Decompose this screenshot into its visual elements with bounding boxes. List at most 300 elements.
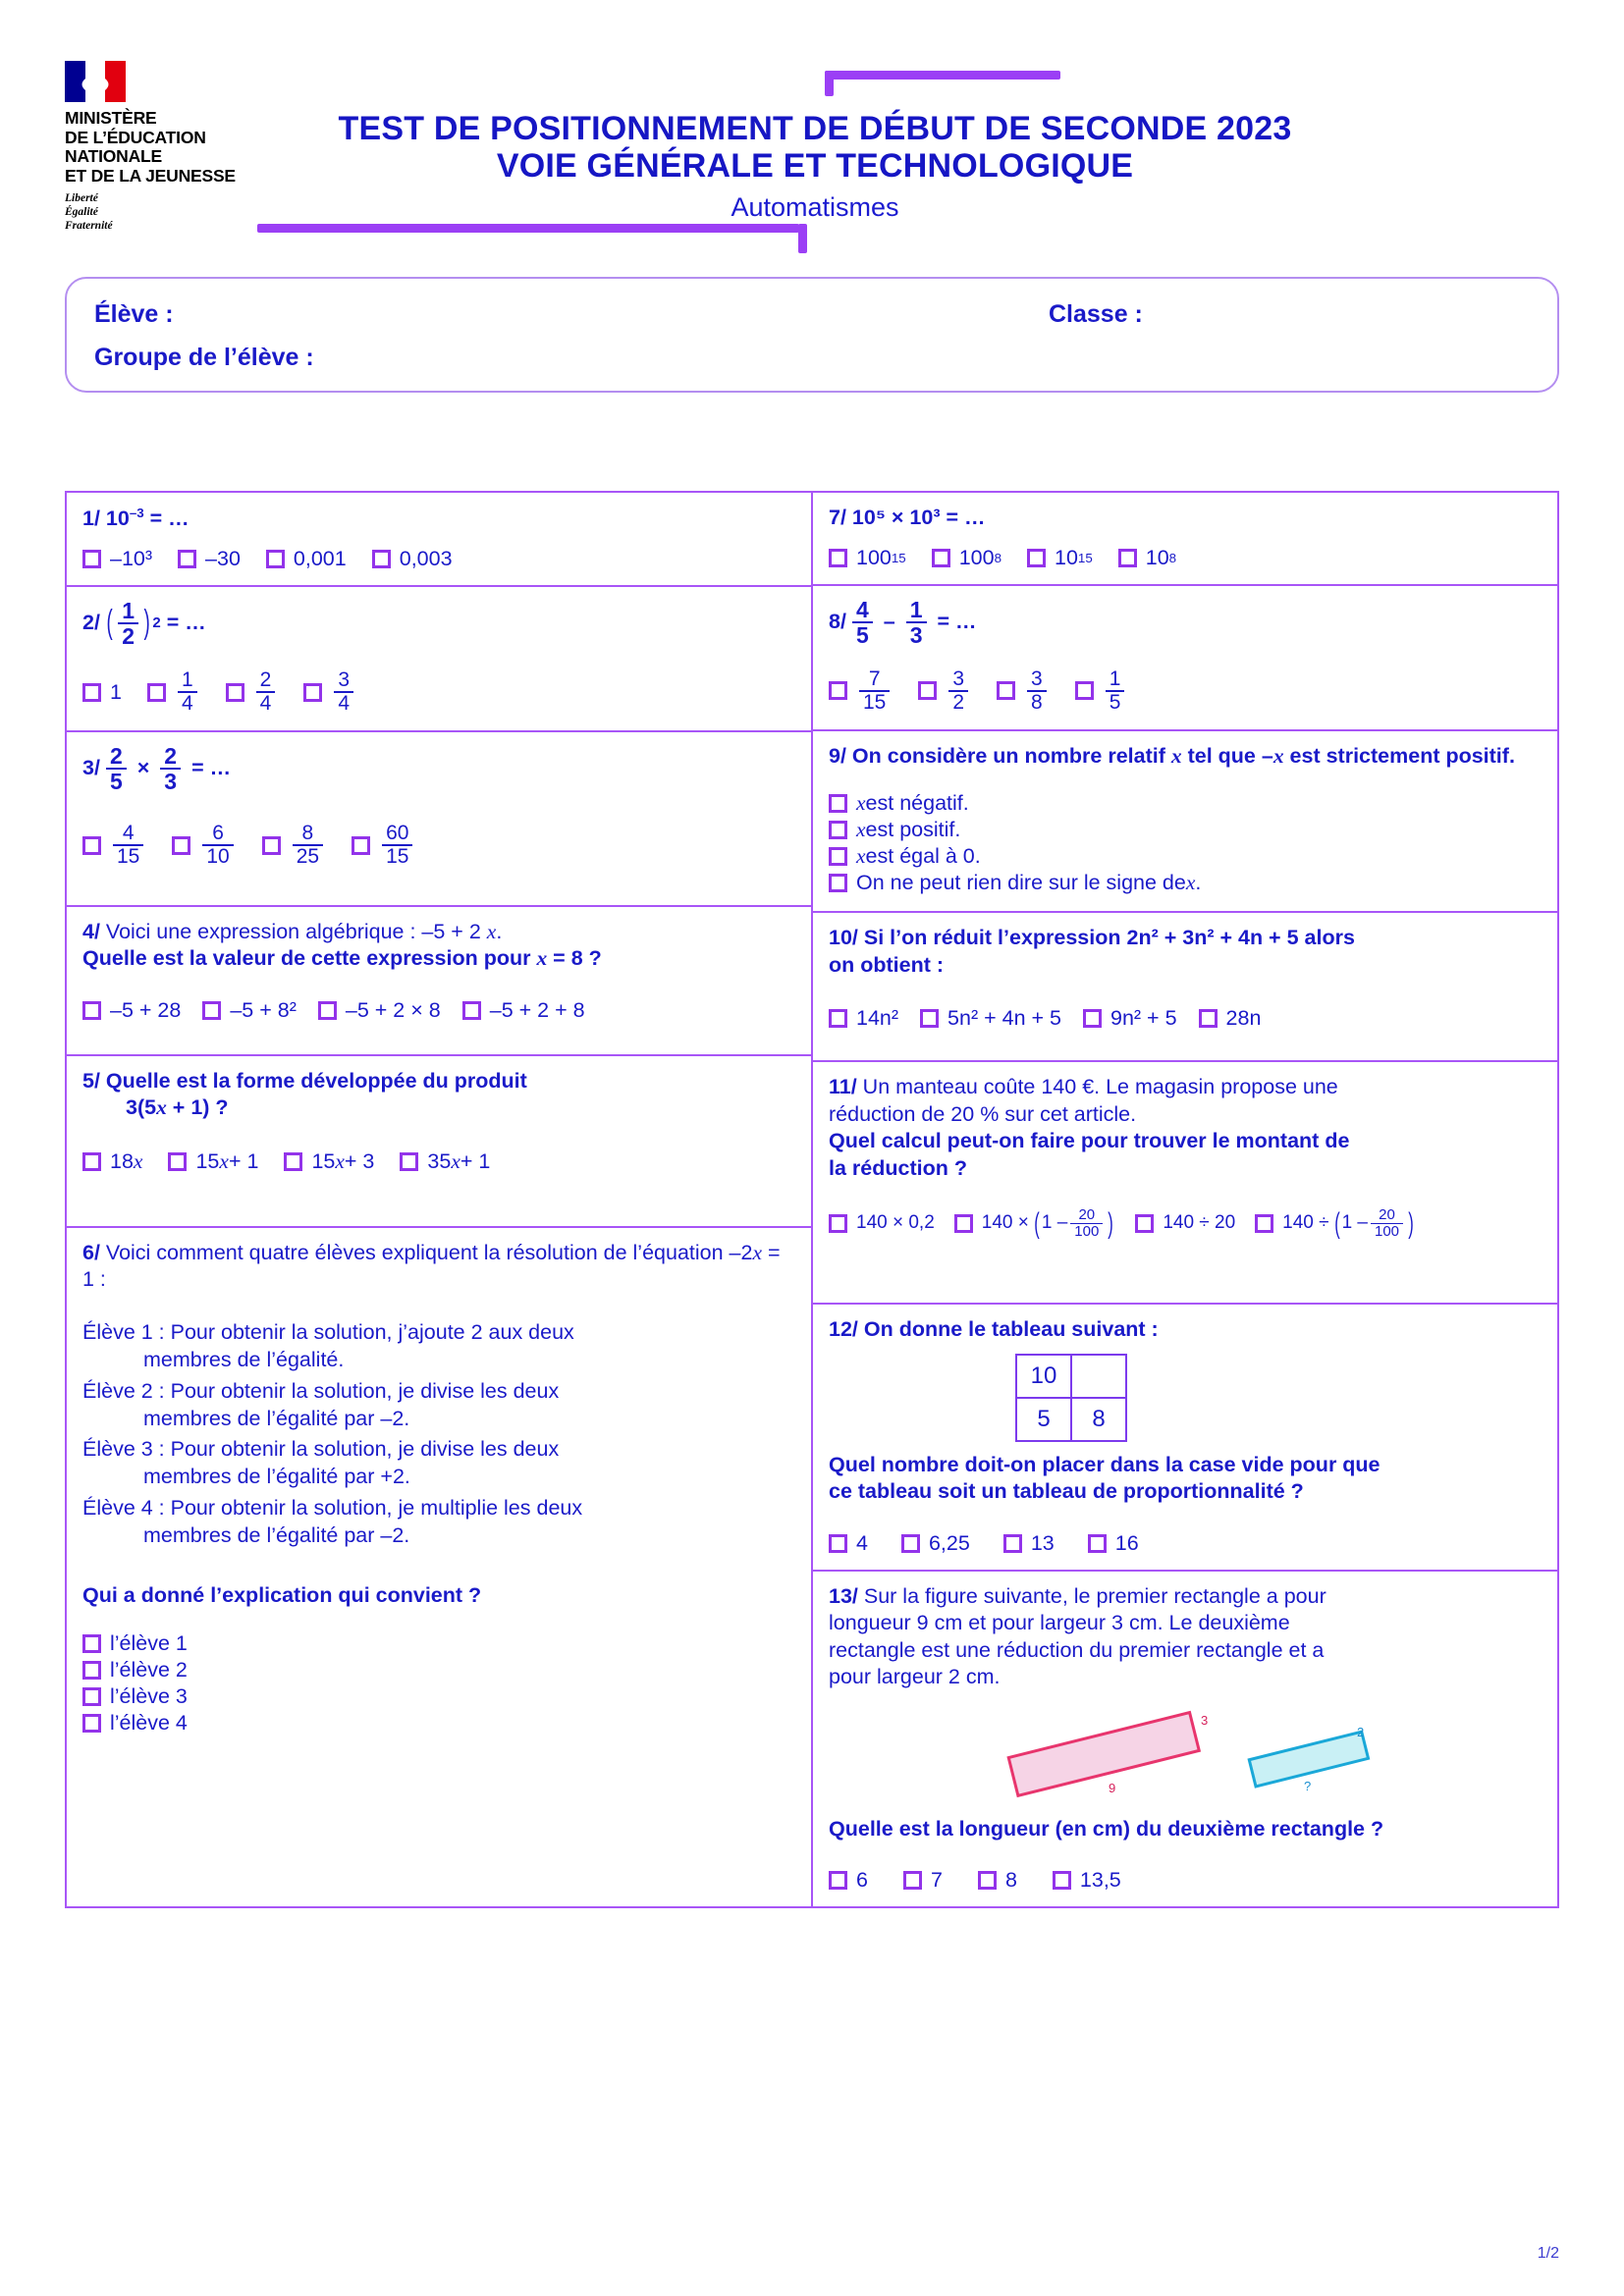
- checkbox-icon[interactable]: [829, 1009, 847, 1028]
- fraction: [948, 668, 968, 714]
- fraction-denominator: 2: [948, 690, 968, 714]
- option[interactable]: [1053, 1868, 1121, 1893]
- fraction: [1371, 1207, 1403, 1240]
- option[interactable]: [1027, 546, 1093, 570]
- page-subtitle: Automatismes: [731, 191, 899, 222]
- option[interactable]: [829, 1531, 868, 1556]
- option[interactable]: [829, 871, 1542, 895]
- checkbox-icon[interactable]: [266, 550, 285, 568]
- question-3-stem: [82, 744, 795, 793]
- option-label-tail: .: [1195, 871, 1202, 895]
- student-identity-box: [65, 277, 1559, 393]
- fraction: [1070, 1207, 1103, 1240]
- fraction-denominator: 15: [113, 844, 143, 868]
- question-4-text-b: .: [496, 919, 503, 943]
- option[interactable]: [82, 680, 122, 705]
- option-label-tail: + 1: [460, 1148, 491, 1173]
- checkbox-icon[interactable]: [262, 836, 281, 855]
- question-9-text-b: tel que –: [1181, 743, 1273, 768]
- fraction: [1106, 668, 1125, 714]
- checkbox-icon[interactable]: [168, 1152, 187, 1171]
- question-1-tail: = …: [143, 507, 189, 531]
- checkbox-icon[interactable]: [829, 874, 847, 892]
- question-13-text1: Sur la figure suivante, le premier rectangle a pour: [857, 1583, 1326, 1608]
- option[interactable]: [901, 1531, 970, 1556]
- option-label: 140 ÷ 20: [1163, 1212, 1236, 1234]
- fraction-numerator: 8: [301, 821, 314, 844]
- fraction-numerator: 1: [909, 596, 923, 622]
- checkbox-icon[interactable]: [1075, 681, 1094, 700]
- inner-prefix: 1 –: [1041, 1212, 1068, 1234]
- question-11-options: [829, 1207, 1542, 1240]
- variable-x: x: [1185, 871, 1196, 895]
- question-1-options: [82, 547, 795, 571]
- option[interactable]: [1255, 1207, 1416, 1240]
- question-7-options: [829, 546, 1542, 570]
- checkbox-icon[interactable]: [82, 1001, 101, 1020]
- option-label: l’élève 2: [110, 1658, 188, 1682]
- question-4-line1: [82, 919, 795, 946]
- question-4: [67, 907, 811, 1056]
- option-label: est égal à 0.: [865, 844, 981, 869]
- option[interactable]: [82, 547, 152, 571]
- option[interactable]: [829, 818, 1542, 842]
- option-label: 13: [1030, 1530, 1055, 1555]
- checkbox-icon[interactable]: [1135, 1214, 1154, 1233]
- question-13-options: [829, 1868, 1542, 1893]
- fraction: [178, 669, 197, 715]
- checkbox-icon[interactable]: [829, 1214, 847, 1233]
- option-label: 140 ÷: [1282, 1212, 1329, 1234]
- question-column-left: [67, 493, 813, 1906]
- checkbox-icon[interactable]: [82, 1634, 101, 1653]
- question-5-expr-b: + 1) ?: [166, 1095, 229, 1120]
- option-label: 35: [427, 1148, 452, 1173]
- question-13: [813, 1572, 1557, 1907]
- checkbox-icon[interactable]: [202, 1001, 221, 1020]
- question-6-prompt: Qui a donné l’explication qui convient ?: [82, 1583, 482, 1608]
- question-13-prompt: Quelle est la longueur (en cm) du deuxième rectangle ?: [829, 1816, 1384, 1841]
- question-13-number: 13/: [829, 1583, 858, 1608]
- option[interactable]: [1118, 546, 1176, 570]
- question-4-text-a: Voici une expression algébrique : –5 + 2: [99, 919, 487, 943]
- option-exponent: 8: [994, 550, 1001, 565]
- variable-x: x: [536, 946, 548, 971]
- checkbox-icon[interactable]: [903, 1871, 922, 1890]
- option[interactable]: [932, 546, 1001, 570]
- checkbox-icon[interactable]: [901, 1534, 920, 1553]
- fraction-numerator: 1: [181, 667, 193, 691]
- fraction-denominator: 100: [1070, 1223, 1103, 1240]
- checkbox-icon[interactable]: [978, 1871, 997, 1890]
- checkbox-icon[interactable]: [829, 1871, 847, 1890]
- fraction-denominator: 25: [293, 844, 323, 868]
- variable-x: x: [156, 1095, 167, 1120]
- rect2-width-label: 2: [1357, 1724, 1365, 1739]
- checkbox-icon[interactable]: [1083, 1009, 1102, 1028]
- option-exponent: 15: [1077, 550, 1093, 565]
- checkbox-icon[interactable]: [954, 1214, 973, 1233]
- option[interactable]: [978, 1868, 1017, 1893]
- question-5-number: 5/: [82, 1068, 100, 1093]
- option[interactable]: [226, 669, 279, 715]
- question-12-text: On donne le tableau suivant :: [857, 1317, 1159, 1342]
- checkbox-icon[interactable]: [172, 836, 190, 855]
- fraction-denominator: 8: [1027, 690, 1047, 714]
- checkbox-icon[interactable]: [829, 794, 847, 813]
- paren-close: ): [1408, 1206, 1414, 1240]
- question-7-stem: [829, 505, 1542, 532]
- option-label: –10³: [110, 546, 153, 570]
- checkbox-icon[interactable]: [82, 550, 101, 568]
- checkbox-icon[interactable]: [303, 683, 322, 702]
- student-group-label: Groupe de l’élève :: [94, 344, 314, 371]
- table-cell-empty: [1071, 1355, 1126, 1398]
- option[interactable]: [172, 823, 236, 868]
- checkbox-icon[interactable]: [1053, 1871, 1071, 1890]
- variable-x: x: [856, 818, 866, 842]
- checkbox-icon[interactable]: [1027, 549, 1046, 567]
- option[interactable]: [82, 1631, 795, 1656]
- fraction-numerator: 3: [1031, 667, 1043, 690]
- variable-x: x: [1170, 743, 1182, 768]
- inner-prefix: 1 –: [1341, 1212, 1368, 1234]
- option-label: 10: [1055, 545, 1078, 569]
- option-label: 6: [856, 1868, 868, 1893]
- checkbox-icon[interactable]: [829, 681, 847, 700]
- question-6-intro-b: = 1 :: [82, 1240, 781, 1292]
- option-label: 100: [856, 545, 892, 569]
- question-5-text: Quelle est la forme développée du produit: [99, 1068, 527, 1093]
- document-title-block: [265, 110, 1365, 223]
- question-5-line1: [82, 1068, 795, 1095]
- rectangles-svg: [956, 1699, 1467, 1802]
- checkbox-icon[interactable]: [147, 683, 166, 702]
- option[interactable]: [82, 1658, 795, 1682]
- question-4-prompt-a: Quelle est la valeur de cette expression pour: [82, 946, 537, 971]
- option-label: –5 + 2 × 8: [345, 997, 441, 1022]
- option[interactable]: [997, 668, 1050, 714]
- question-10-line2: on obtient :: [829, 952, 945, 977]
- ministry-line-0: MINISTÈRE: [65, 108, 157, 128]
- option[interactable]: [1199, 1006, 1262, 1031]
- paren-open: (: [106, 604, 113, 642]
- option-label-tail: + 3: [344, 1148, 375, 1173]
- paren-close: ): [143, 604, 150, 642]
- option[interactable]: [303, 669, 356, 715]
- explanation-item: [82, 1378, 795, 1433]
- question-1-number: 1/: [82, 507, 100, 531]
- option[interactable]: [178, 547, 241, 571]
- option[interactable]: [954, 1207, 1116, 1240]
- option-label: 0,001: [293, 546, 347, 570]
- option[interactable]: [400, 1149, 490, 1174]
- table-cell: 8: [1071, 1398, 1126, 1441]
- question-1-base: 10: [105, 507, 130, 531]
- option-label: –30: [205, 546, 241, 570]
- question-6-explanations: [82, 1319, 795, 1551]
- fraction-numerator: 2: [259, 667, 272, 691]
- rect1-width-label: 3: [1201, 1712, 1209, 1728]
- fraction-numerator: 6: [212, 821, 224, 844]
- checkbox-icon[interactable]: [82, 1152, 101, 1171]
- option[interactable]: [82, 1149, 142, 1174]
- fraction: [859, 668, 890, 714]
- question-8-options: [829, 668, 1542, 714]
- option-label: –5 + 2 + 8: [489, 997, 585, 1022]
- question-8-tail: = …: [937, 609, 977, 633]
- option-label: 16: [1114, 1530, 1139, 1555]
- checkbox-icon[interactable]: [82, 1687, 101, 1706]
- question-6-intro: [82, 1240, 795, 1294]
- proportionality-table: [1015, 1354, 1127, 1442]
- ministry-line-3: ET DE LA JEUNESSE: [65, 165, 236, 186]
- question-12: [813, 1305, 1557, 1572]
- fraction-denominator: 4: [178, 691, 197, 715]
- option[interactable]: [202, 998, 297, 1023]
- nested-expression: [1332, 1207, 1416, 1240]
- fraction-numerator: 3: [952, 667, 965, 690]
- checkbox-icon[interactable]: [82, 1661, 101, 1680]
- fraction-denominator: 5: [106, 768, 127, 793]
- option-label: 15: [311, 1148, 336, 1173]
- checkbox-icon[interactable]: [178, 550, 196, 568]
- option[interactable]: [318, 998, 441, 1023]
- explanation-cont: membres de l’égalité par +2.: [143, 1465, 410, 1489]
- option[interactable]: [829, 668, 893, 714]
- question-11: [813, 1062, 1557, 1305]
- question-5-options: [82, 1149, 795, 1174]
- option[interactable]: [1135, 1212, 1235, 1234]
- question-9-stem: [829, 743, 1542, 771]
- fraction-numerator: 2: [164, 742, 178, 769]
- checkbox-icon[interactable]: [82, 836, 101, 855]
- paren-open: (: [1333, 1206, 1340, 1240]
- checkbox-icon[interactable]: [318, 1001, 337, 1020]
- option-label: 18: [110, 1148, 134, 1173]
- checkbox-icon[interactable]: [1118, 549, 1137, 567]
- option[interactable]: [168, 1149, 258, 1174]
- question-10-number: 10/: [829, 926, 858, 950]
- option-label: –5 + 8²: [230, 997, 297, 1022]
- question-4-number: 4/: [82, 919, 100, 943]
- option-label: –5 + 28: [110, 997, 182, 1022]
- page-number: 1/2: [1537, 2245, 1559, 2262]
- option[interactable]: [372, 547, 453, 571]
- checkbox-icon[interactable]: [462, 1001, 481, 1020]
- checkbox-icon[interactable]: [226, 683, 244, 702]
- question-9-text-c: est strictement positif.: [1283, 743, 1515, 768]
- question-column-right: [813, 493, 1557, 1906]
- fraction-denominator: 5: [852, 621, 873, 647]
- checkbox-icon[interactable]: [1255, 1214, 1273, 1233]
- question-1-exponent: –3: [129, 506, 144, 520]
- question-12-number: 12/: [829, 1317, 858, 1342]
- option-label: 15: [195, 1148, 220, 1173]
- nested-expression: [1032, 1207, 1115, 1240]
- option[interactable]: [147, 669, 200, 715]
- question-9-number: 9/: [829, 743, 846, 768]
- question-2-options: [82, 669, 795, 715]
- option[interactable]: [1003, 1531, 1055, 1556]
- option-label: 5n² + 4n + 5: [947, 1006, 1061, 1031]
- explanation-cont: membres de l’égalité par –2.: [143, 1523, 410, 1548]
- checkbox-icon[interactable]: [918, 681, 937, 700]
- paren-open: (: [1034, 1206, 1040, 1240]
- motto-line-1: Égalité: [65, 206, 98, 219]
- fraction: [293, 823, 323, 868]
- checkbox-icon[interactable]: [400, 1152, 418, 1171]
- option[interactable]: [82, 1684, 795, 1709]
- question-10-line1: [829, 925, 1542, 952]
- fraction: [160, 744, 181, 793]
- checkbox-icon[interactable]: [829, 821, 847, 839]
- question-5-line2: [82, 1095, 795, 1122]
- question-1-stem: [82, 505, 795, 533]
- checkbox-icon[interactable]: [284, 1152, 302, 1171]
- checkbox-icon[interactable]: [82, 1714, 101, 1733]
- question-3: [67, 732, 811, 907]
- fraction-denominator: 4: [256, 691, 276, 715]
- question-11-number: 11/: [829, 1075, 857, 1099]
- question-10: [813, 913, 1557, 1062]
- table-row: [1016, 1398, 1126, 1441]
- variable-x: x: [133, 1148, 143, 1173]
- explanation-item: [82, 1495, 795, 1550]
- question-12-prompt2: ce tableau soit un tableau de proportionnalité ?: [829, 1479, 1304, 1504]
- option[interactable]: [1088, 1531, 1139, 1556]
- option[interactable]: [266, 547, 347, 571]
- option-label: 0,003: [399, 546, 453, 570]
- checkbox-icon[interactable]: [829, 847, 847, 866]
- accent-bracket-top: [811, 71, 1060, 96]
- fraction-numerator: 1: [122, 597, 135, 623]
- first-rectangle: [1008, 1712, 1199, 1795]
- checkbox-icon[interactable]: [1088, 1534, 1107, 1553]
- variable-x: x: [1272, 743, 1284, 768]
- checkbox-icon[interactable]: [829, 549, 847, 567]
- question-2: [67, 587, 811, 732]
- fraction-numerator: 4: [855, 596, 869, 622]
- question-6-options: [82, 1631, 795, 1735]
- fraction: [118, 599, 138, 648]
- option[interactable]: [82, 1711, 795, 1735]
- option[interactable]: [1075, 668, 1128, 714]
- checkbox-icon[interactable]: [997, 681, 1015, 700]
- question-6-intro-a: Voici comment quatre élèves expliquent la résolution de l’équation –2: [99, 1240, 753, 1264]
- option-label: 10: [1145, 545, 1169, 569]
- ministry-line-1: DE L’ÉDUCATION: [65, 127, 206, 147]
- question-6: [67, 1228, 811, 1833]
- option[interactable]: [829, 546, 906, 570]
- question-3-operator: ×: [136, 756, 150, 780]
- checkbox-icon[interactable]: [1199, 1009, 1218, 1028]
- fraction: [852, 598, 873, 647]
- page-header: [0, 0, 1624, 265]
- question-7-number: 7/: [829, 506, 846, 529]
- fraction: [1027, 668, 1047, 714]
- option-label: 14n²: [856, 1006, 899, 1031]
- ministry-name: [65, 109, 276, 186]
- option[interactable]: [829, 1212, 935, 1234]
- fraction: [202, 823, 233, 868]
- option-label: 100: [958, 545, 995, 569]
- fraction-numerator: 20: [1379, 1206, 1395, 1224]
- option[interactable]: [262, 823, 326, 868]
- option[interactable]: [352, 823, 415, 868]
- explanation-cont: membres de l’égalité par –2.: [143, 1406, 410, 1430]
- checkbox-icon[interactable]: [920, 1009, 939, 1028]
- fraction: [256, 669, 276, 715]
- option-label: 13,5: [1079, 1868, 1121, 1893]
- fraction-numerator: 4: [122, 821, 135, 844]
- option-label: 8: [1004, 1868, 1017, 1893]
- option[interactable]: [82, 998, 181, 1023]
- fraction-numerator: 60: [386, 821, 409, 844]
- rectangles-figure: [829, 1699, 1542, 1802]
- option-label-tail: + 1: [228, 1148, 259, 1173]
- french-flag-icon: [65, 61, 126, 102]
- variable-x: x: [486, 919, 497, 943]
- question-11-line2: réduction de 20 % sur cet article.: [829, 1101, 1137, 1126]
- fraction-denominator: 4: [334, 691, 353, 715]
- option-label: 4: [856, 1530, 868, 1555]
- variable-x: x: [335, 1148, 345, 1173]
- rect2-length-label: ?: [1304, 1778, 1312, 1793]
- question-5-expr-a: 3(5: [126, 1095, 157, 1120]
- fraction: [334, 669, 353, 715]
- option[interactable]: [918, 668, 971, 714]
- option[interactable]: [829, 1006, 898, 1031]
- checkbox-icon[interactable]: [1003, 1534, 1022, 1553]
- class-label: Classe :: [1049, 300, 1143, 328]
- checkbox-icon[interactable]: [932, 549, 950, 567]
- option[interactable]: [284, 1149, 374, 1174]
- option[interactable]: [829, 844, 1542, 869]
- checkbox-icon[interactable]: [352, 836, 370, 855]
- question-12-line1: [829, 1316, 1542, 1344]
- option[interactable]: [1083, 1006, 1177, 1031]
- ministry-line-2: NATIONALE: [65, 146, 162, 167]
- fraction-denominator: 5: [1106, 690, 1125, 714]
- option[interactable]: [82, 823, 146, 868]
- question-2-tail: = …: [166, 611, 206, 635]
- option[interactable]: [920, 1006, 1061, 1031]
- question-2-number: 2/: [82, 611, 100, 635]
- question-grid: [65, 491, 1559, 1908]
- option[interactable]: [903, 1868, 943, 1893]
- option[interactable]: [829, 791, 1542, 816]
- checkbox-icon[interactable]: [372, 550, 391, 568]
- fraction-numerator: 2: [109, 742, 123, 769]
- question-3-options: [82, 823, 795, 868]
- student-name-label: Élève :: [94, 300, 174, 328]
- variable-x: x: [856, 844, 866, 869]
- question-4-prompt-b: = 8 ?: [547, 946, 602, 971]
- fraction: [113, 823, 143, 868]
- page-title-line2: VOIE GÉNÉRALE ET TECHNOLOGIQUE: [496, 147, 1134, 186]
- option[interactable]: [462, 998, 585, 1023]
- option-label: On ne peut rien dire sur le signe de: [856, 871, 1186, 895]
- explanation-item: [82, 1436, 795, 1491]
- checkbox-icon[interactable]: [82, 683, 101, 702]
- option[interactable]: [829, 1868, 868, 1893]
- checkbox-icon[interactable]: [829, 1534, 847, 1553]
- fraction-denominator: 10: [202, 844, 233, 868]
- option-label: 140 ×: [981, 1212, 1029, 1234]
- republic-motto: [65, 191, 276, 233]
- variable-x: x: [219, 1148, 229, 1173]
